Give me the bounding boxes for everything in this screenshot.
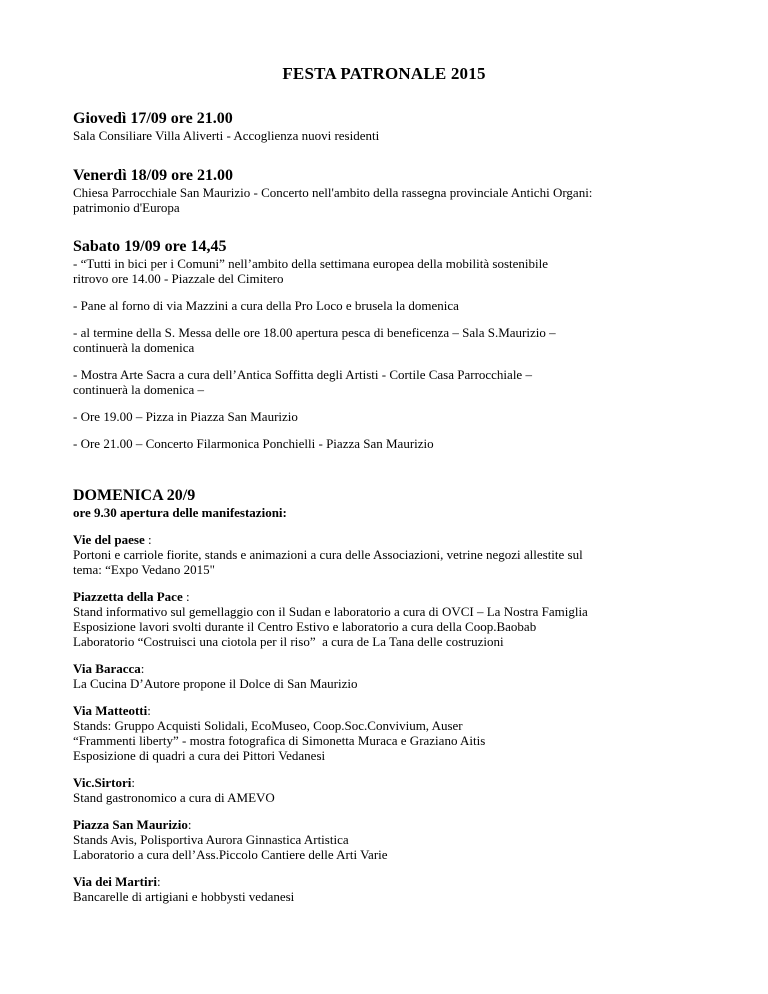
sabato-line: - al termine della S. Messa delle ore 18.00 apertura pesca di beneficenza – Sala S.Maurizio – bbox=[73, 325, 556, 340]
domenica-section bbox=[73, 874, 713, 904]
section-sep: : bbox=[182, 589, 190, 604]
event-giovedi bbox=[73, 110, 713, 143]
domenica-section bbox=[73, 589, 713, 649]
section-line: Laboratorio “Costruisci una ciotola per il riso” a cura de La Tana delle costruzioni bbox=[73, 634, 504, 649]
section-line: tema: “Expo Vedano 2015" bbox=[73, 562, 215, 577]
sabato-item bbox=[73, 298, 713, 313]
sabato-line: - Ore 21.00 – Concerto Filarmonica Ponchielli - Piazza San Maurizio bbox=[73, 436, 434, 451]
section-sep: : bbox=[187, 817, 192, 832]
section-line: Stands Avis, Polisportiva Aurora Ginnastica Artistica bbox=[73, 832, 349, 847]
giovedi-heading: Giovedì 17/09 ore 21.00 bbox=[73, 110, 233, 127]
section-place: Via dei Martiri bbox=[73, 874, 157, 889]
domenica-section bbox=[73, 661, 713, 691]
section-line: Esposizione lavori svolti durante il Centro Estivo e laboratorio a cura della Coop.Baobab bbox=[73, 619, 537, 634]
domenica-section bbox=[73, 703, 713, 763]
domenica-subheading: ore 9.30 apertura delle manifestazioni: bbox=[73, 505, 287, 520]
sabato-line: ritrovo ore 14.00 - Piazzale del Cimitero bbox=[73, 271, 284, 286]
domenica-section bbox=[73, 532, 713, 577]
section-place: Piazzetta della Pace bbox=[73, 589, 183, 604]
domenica-heading: DOMENICA 20/9 bbox=[73, 487, 196, 504]
event-venerdi bbox=[73, 167, 713, 215]
venerdi-line: Chiesa Parrocchiale San Maurizio - Concerto nell'ambito della rassegna provinciale Antichi Organi: bbox=[73, 185, 593, 200]
sabato-line: - Ore 19.00 – Pizza in Piazza San Maurizio bbox=[73, 409, 298, 424]
sabato-line: - “Tutti in bici per i Comuni” nell’ambito della settimana europea della mobilità sostenibile bbox=[73, 256, 548, 271]
section-line: Esposizione di quadri a cura dei Pittori Vedanesi bbox=[73, 748, 326, 763]
section-line: Stand gastronomico a cura di AMEVO bbox=[73, 790, 275, 805]
event-domenica bbox=[73, 487, 713, 916]
sabato-item bbox=[73, 367, 713, 397]
section-sep: : bbox=[131, 775, 135, 790]
section-place: Vie del paese bbox=[73, 532, 145, 547]
sabato-item bbox=[73, 256, 713, 286]
section-sep: : bbox=[147, 703, 151, 718]
section-sep: : bbox=[140, 661, 145, 676]
section-sep: : bbox=[144, 532, 152, 547]
section-line: Laboratorio a cura dell’Ass.Piccolo Cantiere delle Arti Varie bbox=[73, 847, 388, 862]
section-sep: : bbox=[157, 874, 161, 889]
section-line: Stand informativo sul gemellaggio con il Sudan e laboratorio a cura di OVCI – La Nostra Famiglia bbox=[73, 604, 588, 619]
venerdi-line: patrimonio d'Europa bbox=[73, 200, 180, 215]
section-line: Portoni e carriole fiorite, stands e animazioni a cura delle Associazioni, vetrine negozi allestite sul bbox=[73, 547, 583, 562]
domenica-section bbox=[73, 817, 713, 862]
sabato-item bbox=[73, 325, 713, 355]
page-title: FESTA PATRONALE 2015 bbox=[282, 64, 486, 83]
section-place: Via Matteotti bbox=[73, 703, 148, 718]
venerdi-heading: Venerdì 18/09 ore 21.00 bbox=[73, 167, 233, 184]
sabato-line: continuerà la domenica bbox=[73, 340, 195, 355]
section-place: Vic.Sirtori bbox=[73, 775, 132, 790]
sabato-item bbox=[73, 436, 713, 451]
event-sabato bbox=[73, 238, 713, 463]
section-place: Piazza San Maurizio bbox=[73, 817, 188, 832]
domenica-section bbox=[73, 775, 713, 805]
sabato-line: - Mostra Arte Sacra a cura dell’Antica Soffitta degli Artisti - Cortile Casa Parrocchiale – bbox=[73, 367, 532, 382]
section-place: Via Baracca bbox=[73, 661, 141, 676]
section-line: “Frammenti liberty” - mostra fotografica di Simonetta Muraca e Graziano Aitis bbox=[73, 733, 486, 748]
giovedi-line: Sala Consiliare Villa Aliverti - Accoglienza nuovi residenti bbox=[73, 128, 380, 143]
section-line: Bancarelle di artigiani e hobbysti vedanesi bbox=[73, 889, 295, 904]
sabato-item bbox=[73, 409, 713, 424]
sabato-line: continuerà la domenica – bbox=[73, 382, 205, 397]
section-line: La Cucina D’Autore propone il Dolce di San Maurizio bbox=[73, 676, 358, 691]
section-line: Stands: Gruppo Acquisti Solidali, EcoMuseo, Coop.Soc.Convivium, Auser bbox=[73, 718, 463, 733]
sabato-heading: Sabato 19/09 ore 14,45 bbox=[73, 238, 227, 255]
sabato-line: - Pane al forno di via Mazzini a cura della Pro Loco e brusela la domenica bbox=[73, 298, 459, 313]
